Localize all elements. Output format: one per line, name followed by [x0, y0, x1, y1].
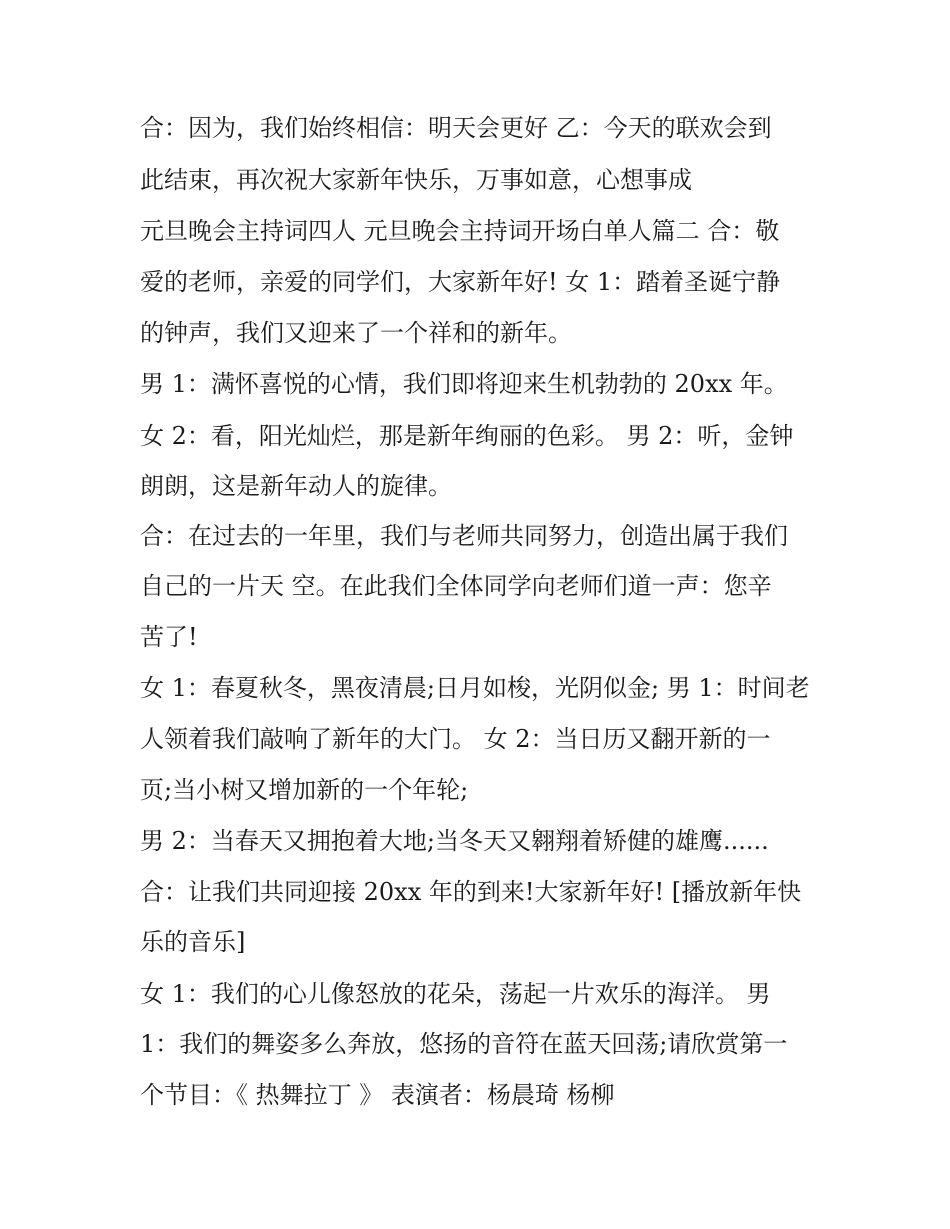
- text-line-12: 女 1：春夏秋冬，黑夜清晨;日月如梭，光阴似金; 男 1：时间老: [140, 674, 810, 702]
- text-line-4: 爱的老师，亲爱的同学们，大家新年好! 女 1：踏着圣诞宁静: [140, 268, 781, 296]
- text-line-6: 男 1：满怀喜悦的心情，我们即将迎来生机勃勃的 20xx 年。: [140, 370, 788, 398]
- text-line-20: 个节目：《 热舞拉丁 》 表演者：杨晨琦 杨柳: [140, 1081, 615, 1109]
- text-line-10: 自己的一片天 空。在此我们全体同学向老师们道一声：您辛: [140, 572, 772, 600]
- text-line-8: 朗朗，这是新年动人的旋律。: [140, 472, 452, 500]
- text-line-3: 元旦晚会主持词四人 元旦晚会主持词开场白单人篇二 合：敬: [140, 217, 780, 245]
- text-line-16: 合：让我们共同迎接 20xx 年的到来!大家新年好! [播放新年快: [140, 878, 802, 906]
- text-line-7: 女 2：看，阳光灿烂，那是新年绚丽的色彩。 男 2：听，金钟: [140, 422, 794, 450]
- text-line-1: 合：因为，我们始终相信：明天会更好 乙：今天的联欢会到: [140, 114, 772, 142]
- text-line-19: 1：我们的舞姿多么奔放，悠扬的音符在蓝天回荡;请欣赏第一: [140, 1030, 788, 1058]
- text-line-9: 合：在过去的一年里，我们与老师共同努力，创造出属于我们: [140, 522, 788, 550]
- text-line-2: 此结束，再次祝大家新年快乐，万事如意，心想事成: [140, 166, 692, 194]
- text-line-5: 的钟声，我们又迎来了一个祥和的新年。: [140, 319, 572, 347]
- text-line-11: 苦了!: [140, 623, 198, 651]
- text-line-13: 人领着我们敲响了新年的大门。 女 2：当日历又翻开新的一: [140, 725, 771, 753]
- text-line-17: 乐的音乐]: [140, 928, 246, 956]
- text-line-18: 女 1：我们的心儿像怒放的花朵，荡起一片欢乐的海洋。 男: [140, 980, 771, 1008]
- text-line-15: 男 2：当春天又拥抱着大地;当冬天又翱翔着矫健的雄鹰......: [140, 827, 769, 855]
- text-line-14: 页;当小树又增加新的一个年轮;: [140, 776, 469, 804]
